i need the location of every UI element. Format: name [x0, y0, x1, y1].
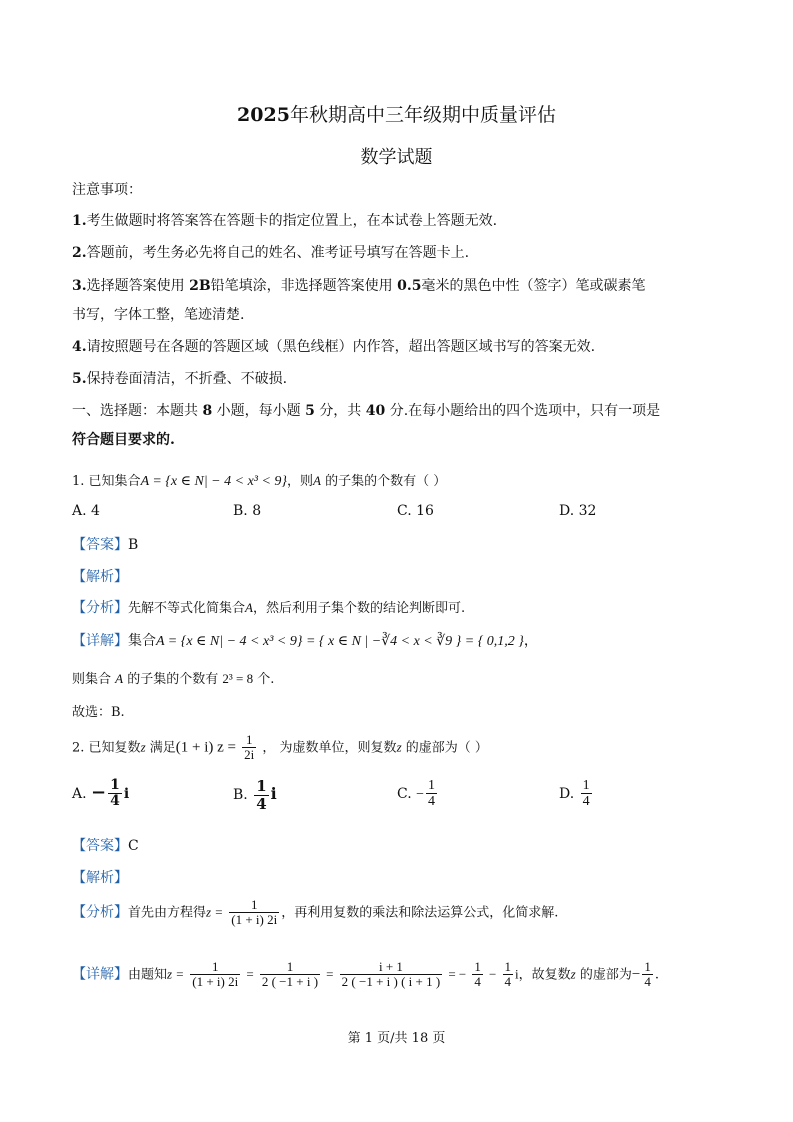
fraction-denominator: 4 [504, 974, 512, 990]
q2-option-b[interactable] [233, 778, 277, 812]
q2-option-c[interactable] [397, 778, 439, 810]
set-expression: A = {x ∈ N| − 4 < x³ < 9} [140, 474, 288, 489]
math-var: z [140, 739, 146, 755]
option-label: C. [397, 785, 412, 802]
fraction-numerator: i + 1 [340, 960, 443, 975]
q2-fenxi [72, 898, 558, 928]
answer-tag: 【答案】 [72, 838, 128, 854]
option-label: A. [72, 785, 87, 802]
conclusion-text: 的子集的个数有 [127, 672, 219, 687]
detail-text: ， [523, 633, 538, 649]
fraction-numerator: 1 [582, 778, 590, 793]
detail-fraction-5 [503, 960, 514, 990]
section-heading-cont: 符合题目要求的. [72, 432, 175, 448]
detail-text: 集合 [128, 633, 156, 649]
note-text: 选择题答案使用 [86, 278, 185, 294]
note-item-1 [72, 210, 497, 230]
q1-detail [72, 630, 538, 650]
math-var: z [570, 966, 576, 982]
q2-answer [72, 835, 139, 855]
fraction-denominator: 2i [244, 747, 255, 763]
option-sign: − [416, 786, 425, 802]
fraction-denominator: (1 + i) 2i [192, 974, 239, 990]
note-item-3-cont: 书写，字体工整，笔迹清楚. [72, 307, 245, 323]
detail-fraction-1 [190, 960, 240, 990]
page-footer: 第 1 页/共 18 页 [347, 1031, 446, 1046]
fraction-denominator: 4 [582, 794, 590, 810]
q1-option-a[interactable]: A. 4 [72, 503, 100, 519]
minus-sign: = − [448, 966, 467, 982]
option-fraction [108, 778, 122, 810]
q2-analysis-tag: 【解析】 [72, 870, 128, 886]
q2-option-d[interactable] [559, 778, 594, 810]
note-bold: 2B [189, 278, 211, 294]
answer-tag: 【答案】 [72, 537, 128, 553]
q1-option-c[interactable]: C. 16 [397, 503, 434, 519]
section-text: 分.在每小题给出的四个选项中，只有一项是 [389, 403, 661, 419]
equals-sign: = [326, 966, 334, 982]
imaginary-unit: i [515, 966, 519, 982]
q2-detail [72, 960, 659, 990]
math-var: z [396, 739, 402, 755]
note-text: 毫米的黑色中性（签字）笔或碳素笔 [421, 278, 646, 294]
fraction-numerator: 1 [110, 777, 120, 793]
note-num: 1. [72, 213, 87, 229]
fenxi-fraction [229, 898, 279, 928]
q1-answer [72, 534, 138, 554]
note-text: 请按照题号在各题的答题区域（黑色线框）内作答，超出答题区域书写的答案无效. [86, 339, 596, 355]
note-num: 4. [72, 339, 87, 355]
question-text: 满足 [149, 740, 176, 756]
math-var: A [313, 473, 321, 488]
detail-text: 的虚部为 [579, 967, 632, 983]
question-text: 的子集的个数有（ ） [325, 474, 447, 489]
fraction-numerator: 1 [504, 959, 512, 974]
q1-conclusion [72, 668, 274, 687]
notes-heading: 注意事项： [72, 182, 142, 198]
fraction-numerator: 1 [256, 777, 267, 795]
detail-fraction-3 [340, 960, 443, 990]
section-text: 一、选择题：本题共 [72, 403, 198, 419]
q1-fenxi [72, 597, 465, 617]
section-text: 小题，每小题 [216, 403, 301, 419]
question-1 [72, 470, 446, 490]
question-number: 2. [72, 740, 85, 756]
fraction-numerator: 1 [242, 733, 256, 748]
section-text: 分，共 [319, 403, 362, 419]
note-item-3 [72, 275, 645, 295]
minus-sign: − [631, 966, 641, 983]
option-suffix: i [123, 785, 130, 802]
fenxi-text: ，再利用复数的乘法和除法运算公式，化简求解. [281, 905, 559, 921]
math-expr: z = [206, 904, 224, 920]
fenxi-tag: 【分析】 [72, 904, 128, 921]
detail-math: A = {x ∈ N| − 4 < x³ < 9} = { x ∈ N | −∛4 < x < ∛9 } = { 0,1,2 } [156, 634, 524, 649]
answer-value: B [128, 537, 139, 553]
conclusion-text: 则集合 [72, 672, 112, 687]
answer-value: C [128, 838, 139, 854]
fraction-denominator: (1 + i) 2i [231, 912, 278, 928]
page-subtitle: 数学试题 [360, 147, 433, 168]
fraction-numerator: 1 [428, 778, 436, 793]
question-number: 1. [72, 474, 85, 489]
detail-text: ，故复数 [518, 967, 571, 983]
question-text: ，则 [287, 474, 314, 489]
result-fraction [642, 960, 653, 990]
fraction-denominator: 4 [474, 974, 481, 990]
title-text: 年秋期高中三年级期中质量评估 [289, 104, 556, 126]
fraction-denominator: 4 [256, 794, 267, 813]
math-expr: z = [167, 966, 185, 982]
q1-option-b[interactable]: B. 8 [233, 503, 262, 519]
note-text: 保持卷面清洁，不折叠、不破损. [86, 371, 288, 387]
question-text: ， 为虚数单位，则复数 [262, 740, 397, 756]
option-label: B. [233, 787, 248, 803]
section-number: 8 [202, 403, 213, 419]
fenxi-text: ，然后利用子集个数的结论判断即可. [252, 601, 466, 616]
section-number: 5 [305, 403, 315, 419]
note-text: 铅笔填涂，非选择题答案使用 [210, 278, 393, 294]
note-num: 5. [72, 371, 87, 387]
equation-fraction [242, 733, 256, 763]
option-sign: − [91, 781, 107, 803]
question-text: 的虚部为（ ） [405, 740, 488, 756]
conclusion-text: 个. [257, 672, 275, 687]
option-suffix: i [270, 784, 277, 803]
question-text: 已知集合 [88, 474, 141, 489]
note-text: 答题前，考生务必先将自己的姓名、准考证号填写在答题卡上. [86, 245, 470, 261]
option-fraction [426, 778, 437, 810]
fenxi-text: 首先由方程得 [128, 905, 207, 921]
section-number: 40 [365, 403, 386, 419]
q2-option-a[interactable] [72, 778, 129, 810]
question-2 [72, 733, 488, 763]
fenxi-tag: 【分析】 [72, 600, 128, 616]
fraction-numerator: 1 [190, 960, 240, 975]
option-fraction [254, 778, 268, 812]
fraction-numerator: 1 [644, 959, 651, 974]
math-var: A [245, 600, 253, 615]
fraction-denominator: 4 [428, 794, 436, 810]
note-num: 2. [72, 245, 87, 261]
detail-fraction-2 [260, 960, 320, 990]
equals-sign: = [246, 966, 254, 982]
note-item-4 [72, 336, 595, 356]
note-num: 3. [72, 278, 87, 294]
detail-tag: 【详解】 [72, 966, 128, 983]
option-fraction [581, 778, 592, 810]
detail-tag: 【详解】 [72, 633, 128, 649]
math-var: A [115, 671, 124, 686]
q1-option-d[interactable]: D. 32 [559, 503, 597, 519]
title-year: 2025 [237, 104, 290, 126]
q1-analysis-tag: 【解析】 [72, 569, 128, 585]
option-label: D. [559, 785, 575, 802]
page-title [0, 100, 793, 127]
note-item-2 [72, 242, 469, 262]
fraction-numerator: 1 [474, 959, 481, 974]
detail-text: 由题知 [128, 967, 168, 983]
q1-choice: 故选：B. [72, 705, 125, 720]
fraction-denominator: 4 [644, 974, 651, 990]
conclusion-math: 2³ = 8 [222, 671, 254, 686]
equation-left: (1 + i) z = [175, 739, 237, 756]
fraction-numerator: 1 [260, 960, 320, 975]
detail-fraction-4 [472, 960, 483, 990]
detail-text: . [654, 967, 659, 983]
fraction-denominator: 4 [110, 793, 120, 810]
note-bold: 0.5 [397, 278, 422, 294]
note-item-5 [72, 368, 287, 388]
fenxi-text: 先解不等式化简集合 [128, 601, 246, 616]
fraction-denominator: 2 ( −1 + i ) ( i + 1 ) [341, 974, 441, 990]
section-heading [72, 400, 660, 420]
question-text: 已知复数 [88, 740, 141, 756]
fraction-numerator: 1 [229, 898, 279, 913]
minus-sign: − [489, 966, 497, 982]
fraction-denominator: 2 ( −1 + i ) [261, 974, 319, 990]
note-text: 考生做题时将答案答在答题卡的指定位置上，在本试卷上答题无效. [86, 213, 498, 229]
